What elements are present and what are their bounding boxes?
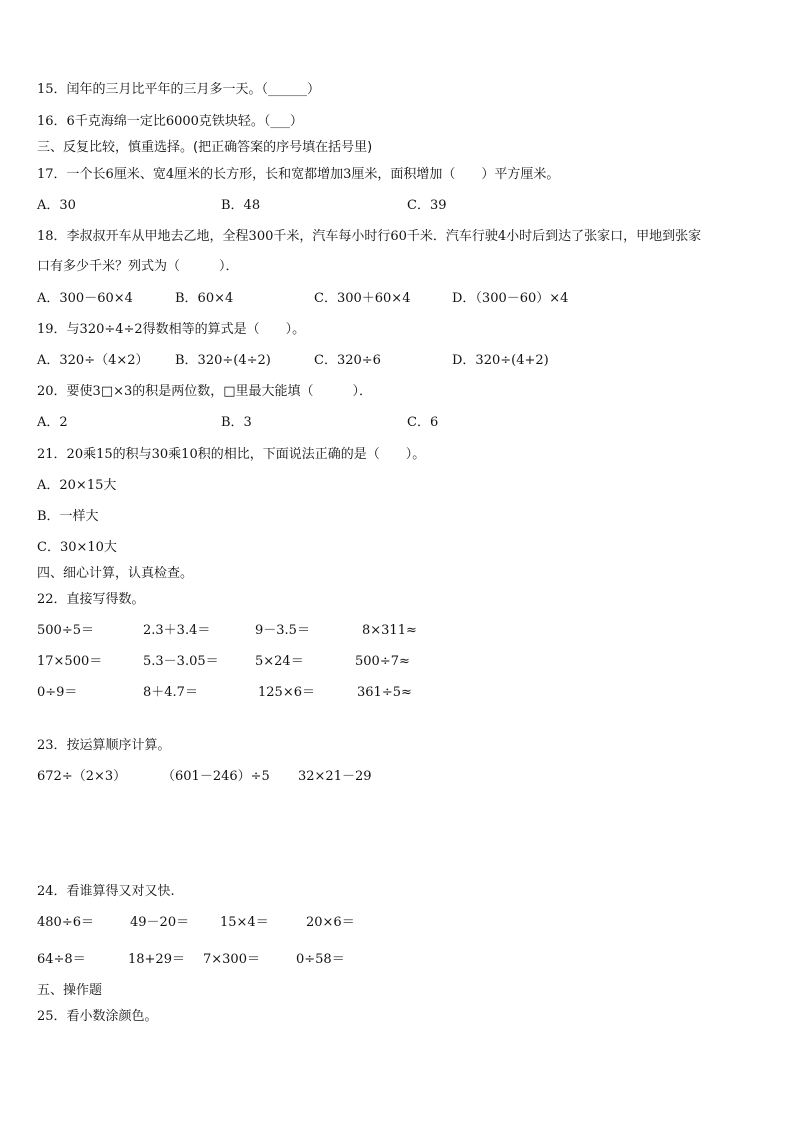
q23-item: 672÷（2×3） [37,769,127,784]
q21-option-c: C．30×10大 [37,540,117,555]
q22-item: 0÷9＝ [37,685,78,700]
q24-item: 18+29＝ [128,952,185,967]
q23-item: 32×21－29 [298,769,372,784]
question-19-stem: 19．与320÷4÷2得数相等的算式是（ ）。 [37,322,306,337]
question-20-stem: 20．要使3□×3的积是两位数，□里最大能填（ ）． [37,384,373,399]
section-5-heading: 五、操作题 [37,983,103,998]
question-24-stem: 24．看谁算得又对又快. [37,884,175,899]
q19-option-a: A．320÷（4×2） [37,353,149,368]
q20-option-b: B．3 [221,415,252,430]
q24-item: 0÷58＝ [296,952,345,967]
q22-item: 9－3.5＝ [255,623,310,638]
q18-option-b: B．60×4 [175,291,234,306]
q22-item: 361÷5≈ [357,685,412,700]
q24-item: 480÷6＝ [37,915,94,930]
question-18-stem-line1: 18．李叔叔开车从甲地去乙地，全程300千米，汽车每小时行60千米．汽车行驶4小时后到达了张家口，甲地到张家 [37,229,702,244]
q24-item: 49－20＝ [130,915,190,930]
q19-option-d: D．320÷(4+2) [452,353,549,368]
q24-item: 7×300＝ [203,952,260,967]
q22-item: 2.3＋3.4＝ [143,623,211,638]
q22-item: 8＋4.7＝ [143,685,198,700]
question-23-stem: 23．按运算顺序计算。 [37,738,171,753]
q22-item: 8×311≈ [362,623,417,638]
q24-item: 20×6＝ [306,915,355,930]
q24-item: 64÷8＝ [37,952,86,967]
q20-option-a: A．2 [37,415,68,430]
q22-item: 500÷5＝ [37,623,94,638]
q22-item: 5.3－3.05＝ [143,654,219,669]
question-25-stem: 25．看小数涂颜色。 [37,1009,158,1024]
q17-option-b: B．48 [221,198,261,213]
q22-item: 500÷7≈ [355,654,410,669]
q17-option-c: C．39 [407,198,447,213]
q18-option-c: C．300＋60×4 [314,291,411,306]
q17-option-a: A．30 [37,198,76,213]
question-16: 16．6千克海绵一定比6000克铁块轻。（___） [37,114,303,129]
section-4-heading: 四、细心计算，认真检查。 [37,566,194,581]
question-15: 15．闰年的三月比平年的三月多一天。（______） [37,82,321,97]
q20-option-c: C．6 [407,415,439,430]
q18-option-a: A．300－60×4 [37,291,133,306]
question-21-stem: 21．20乘15的积与30乘10积的相比，下面说法正确的是（ ）。 [37,447,426,462]
q18-option-d: D．（300－60）×4 [452,291,569,306]
question-22-stem: 22．直接写得数。 [37,592,145,607]
q21-option-a: A．20×15大 [37,478,117,493]
q23-item: （601－246）÷5 [162,769,270,784]
q22-item: 17×500＝ [37,654,103,669]
q19-option-c: C．320÷6 [314,353,381,368]
q21-option-b: B．一样大 [37,509,99,524]
q22-item: 125×6＝ [258,685,315,700]
q19-option-b: B．320÷(4÷2) [175,353,271,368]
question-18-stem-line2: 口有多少千米？列式为（ ）． [37,259,239,274]
q22-item: 5×24＝ [255,654,304,669]
question-17-stem: 17．一个长6厘米、宽4厘米的长方形，长和宽都增加3厘米，面积增加（ ）平方厘米。 [37,167,560,182]
section-3-heading: 三、反复比较，慎重选择。(把正确答案的序号填在括号里) [37,140,373,155]
q24-item: 15×4＝ [220,915,269,930]
